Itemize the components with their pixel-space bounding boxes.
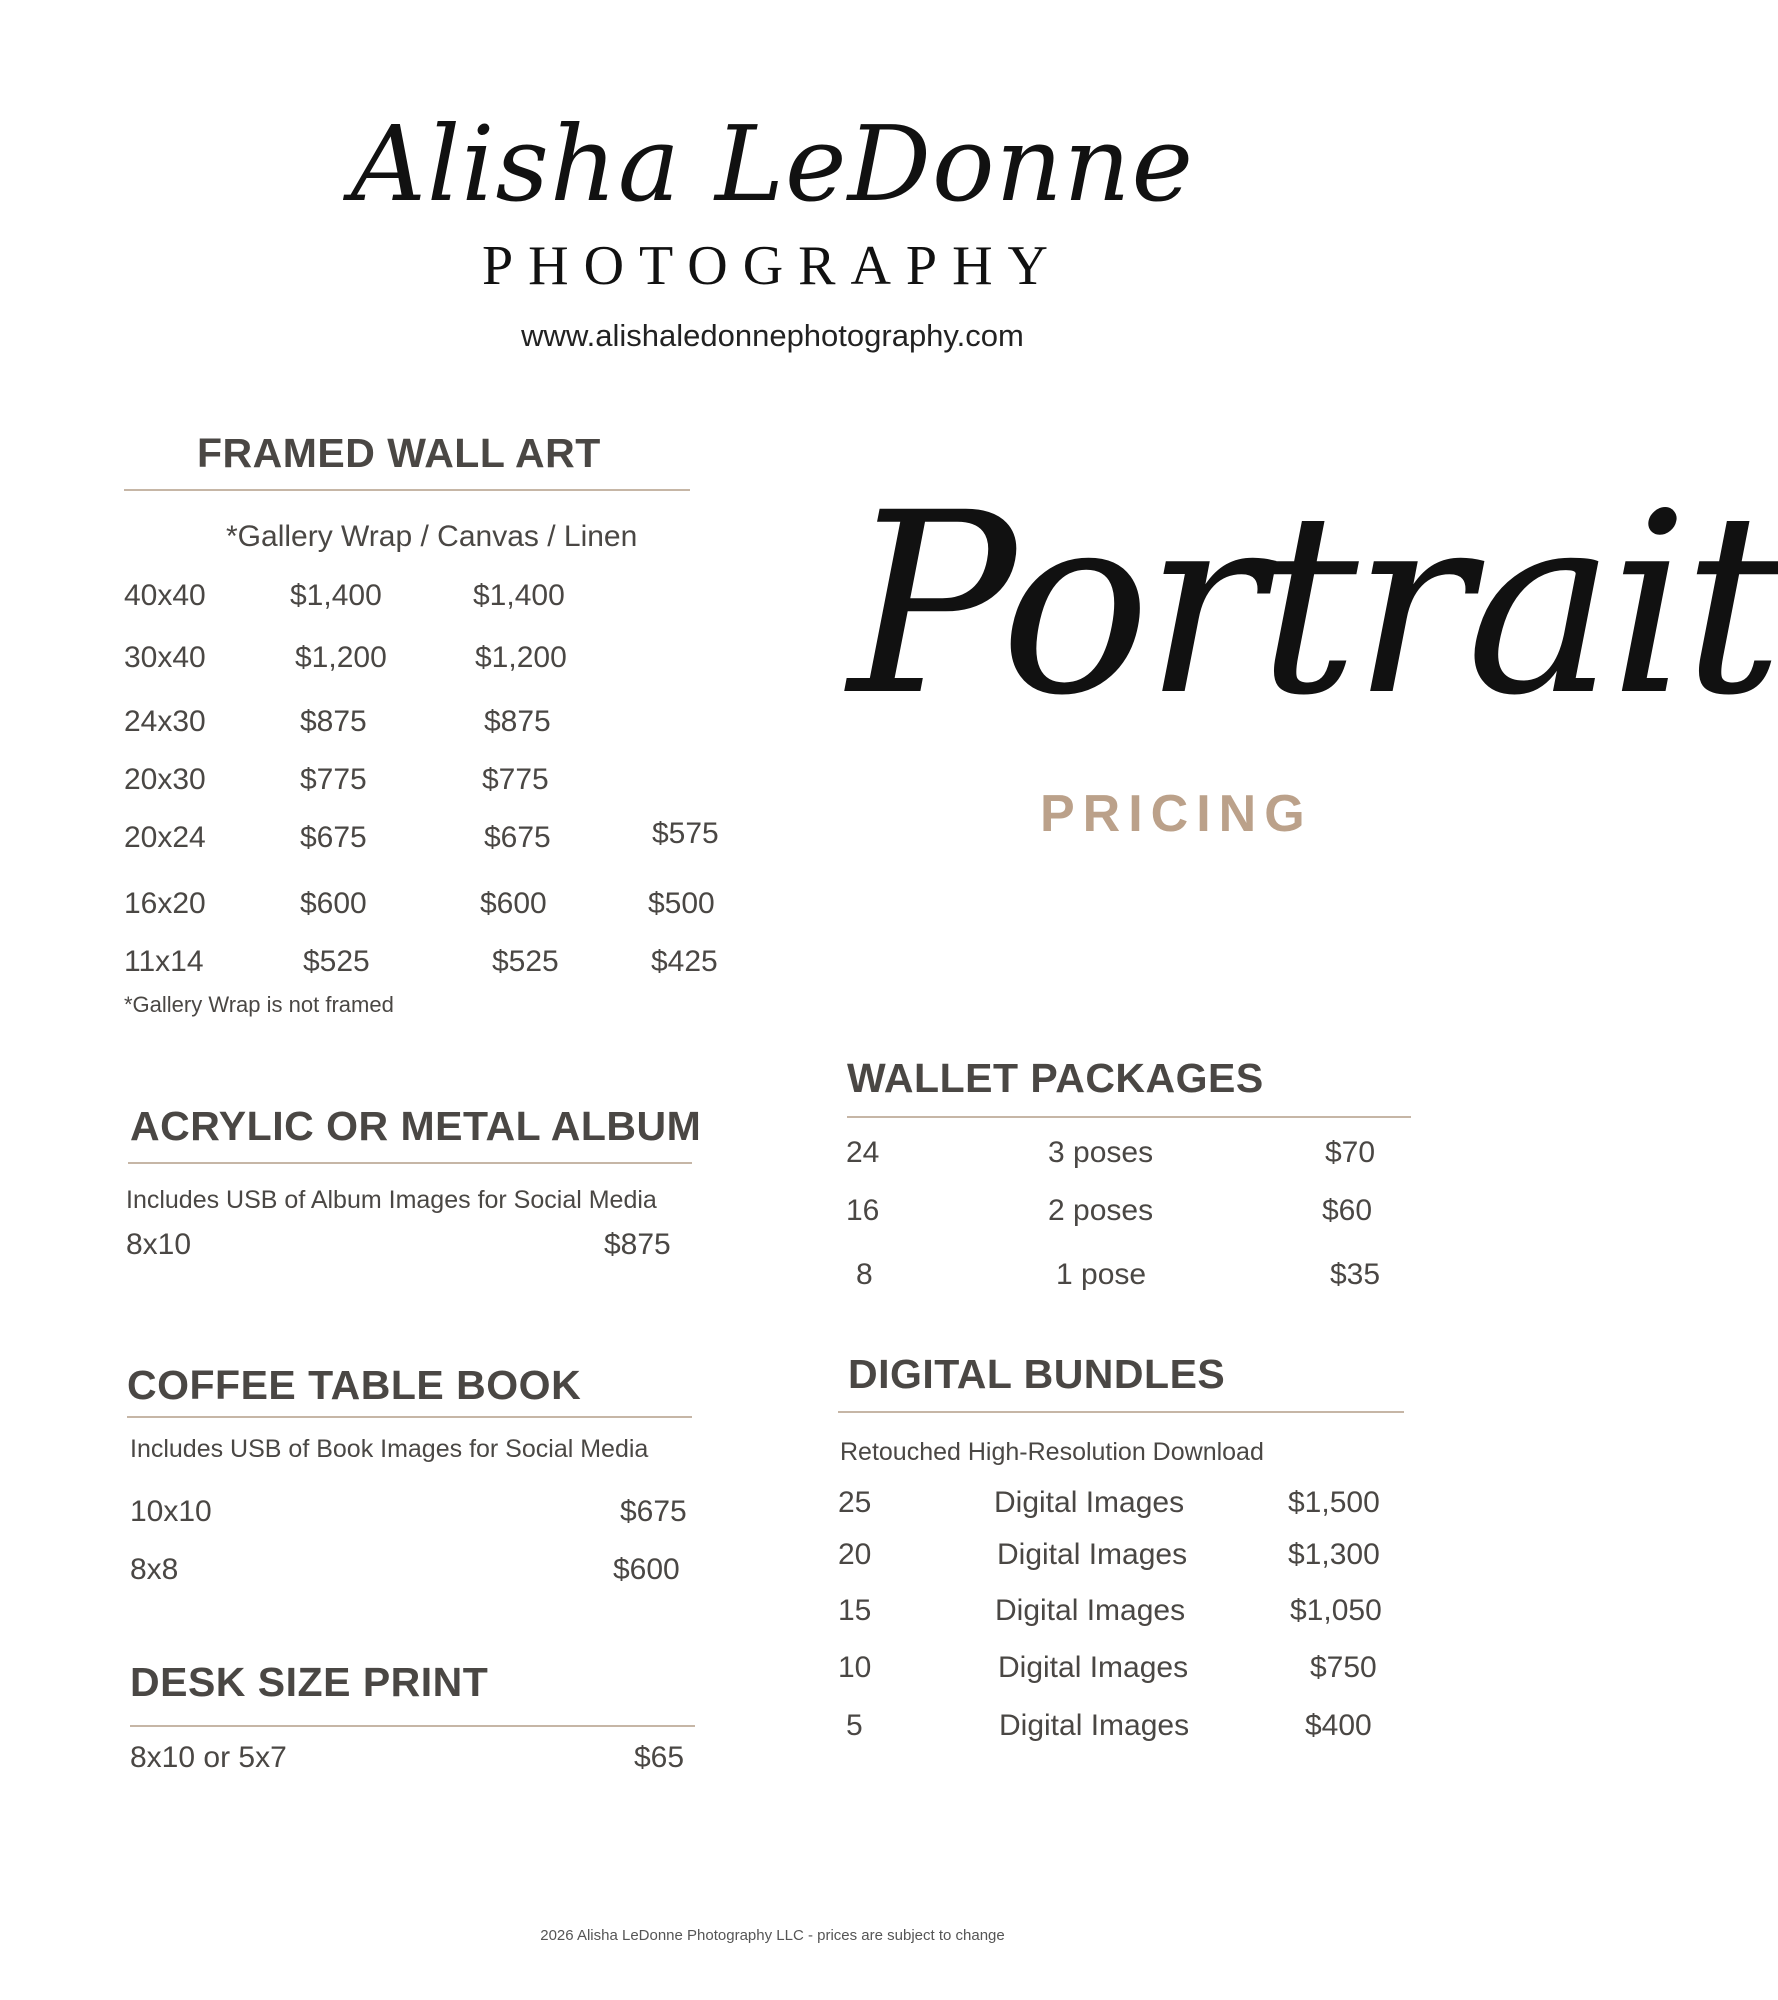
- coffee-table-book-price: $675: [620, 1495, 687, 1528]
- desk-print-divider: [130, 1725, 695, 1727]
- wallet-price: $70: [1325, 1136, 1376, 1169]
- framed-size: 16x20: [124, 887, 206, 920]
- acrylic-album-description: Includes USB of Album Images for Social Media: [126, 1186, 657, 1214]
- digital-label: Digital Images: [998, 1651, 1189, 1684]
- digital-bundles-description: Retouched High-Resolution Download: [840, 1438, 1264, 1466]
- wallet-packages-divider: [847, 1116, 1411, 1118]
- wallet-price: $35: [1330, 1258, 1381, 1291]
- framed-size: 20x30: [124, 763, 206, 796]
- wallet-count: 8: [856, 1258, 873, 1291]
- coffee-table-book-size: 10x10: [130, 1495, 212, 1528]
- digital-bundles-title: DIGITAL BUNDLES: [848, 1351, 1226, 1397]
- framed-canvas-price: $775: [482, 763, 549, 796]
- wallet-price: $60: [1322, 1194, 1373, 1227]
- digital-label: Digital Images: [994, 1486, 1185, 1519]
- desk-print-size: 8x10 or 5x7: [130, 1741, 287, 1774]
- framed-canvas-price: $675: [484, 821, 551, 854]
- framed-canvas-price: $525: [492, 945, 559, 978]
- coffee-table-book-title: COFFEE TABLE BOOK: [127, 1362, 582, 1408]
- framed-wall-art-note: *Gallery Wrap is not framed: [124, 992, 394, 1017]
- digital-count: 10: [838, 1651, 872, 1684]
- framed-linen-price: $500: [648, 887, 715, 920]
- coffee-table-book-divider: [127, 1416, 692, 1418]
- desk-print-title: DESK SIZE PRINT: [130, 1659, 489, 1705]
- digital-label: Digital Images: [997, 1538, 1188, 1571]
- framed-size: 30x40: [124, 641, 206, 674]
- wallet-count: 16: [846, 1194, 880, 1227]
- framed-canvas-price: $1,400: [473, 579, 565, 612]
- coffee-table-book-size: 8x8: [130, 1553, 179, 1586]
- digital-bundles-divider: [838, 1411, 1404, 1413]
- framed-size: 20x24: [124, 821, 206, 854]
- framed-size: 24x30: [124, 705, 206, 738]
- framed-gallery-price: $875: [300, 705, 367, 738]
- framed-linen-price: $425: [651, 945, 718, 978]
- framed-gallery-price: $775: [300, 763, 367, 796]
- coffee-table-book-description: Includes USB of Book Images for Social Media: [130, 1435, 649, 1463]
- wallet-count: 24: [846, 1136, 880, 1169]
- framed-gallery-price: $600: [300, 887, 367, 920]
- coffee-table-book-price: $600: [613, 1553, 680, 1586]
- acrylic-album-size: 8x10: [126, 1228, 192, 1261]
- acrylic-album-title: ACRYLIC OR METAL ALBUM: [130, 1103, 702, 1149]
- framed-linen-price: $575: [652, 817, 719, 850]
- wallet-poses: 2 poses: [1048, 1194, 1154, 1227]
- framed-canvas-price: $600: [480, 887, 547, 920]
- logo-script: Alisha LeDonne: [350, 103, 1195, 225]
- digital-price: $750: [1310, 1651, 1377, 1684]
- framed-canvas-price: $1,200: [475, 641, 567, 674]
- portrait-script-title: Portrait: [848, 459, 1778, 750]
- digital-count: 25: [838, 1486, 872, 1519]
- framed-gallery-price: $1,200: [295, 641, 387, 674]
- wallet-packages-title: WALLET PACKAGES: [847, 1055, 1264, 1101]
- digital-count: 15: [838, 1594, 872, 1627]
- footer-note: 2026 Alisha LeDonne Photography LLC - prices are subject to change: [540, 1927, 1005, 1944]
- digital-count: 20: [838, 1538, 872, 1571]
- wallet-poses: 1 pose: [1056, 1258, 1147, 1291]
- website-link[interactable]: www.alishaledonnephotography.com: [521, 318, 1024, 353]
- digital-price: $1,050: [1290, 1594, 1382, 1627]
- digital-label: Digital Images: [995, 1594, 1186, 1627]
- framed-wall-art-columns: *Gallery Wrap / Canvas / Linen: [226, 520, 638, 553]
- framed-gallery-price: $675: [300, 821, 367, 854]
- digital-label: Digital Images: [999, 1709, 1190, 1742]
- framed-gallery-price: $1,400: [290, 579, 382, 612]
- framed-wall-art-title: FRAMED WALL ART: [197, 430, 601, 476]
- acrylic-album-divider: [128, 1162, 692, 1164]
- framed-wall-art-divider: [124, 489, 690, 491]
- digital-price: $400: [1305, 1709, 1372, 1742]
- digital-count: 5: [846, 1709, 863, 1742]
- pricing-subtitle: PRICING: [1040, 785, 1313, 843]
- framed-canvas-price: $875: [484, 705, 551, 738]
- framed-size: 11x14: [124, 945, 204, 978]
- digital-price: $1,500: [1288, 1486, 1380, 1519]
- digital-price: $1,300: [1288, 1538, 1380, 1571]
- framed-gallery-price: $525: [303, 945, 370, 978]
- acrylic-album-price: $875: [604, 1228, 671, 1261]
- framed-size: 40x40: [124, 579, 206, 612]
- wallet-poses: 3 poses: [1048, 1136, 1154, 1169]
- desk-print-price: $65: [634, 1741, 685, 1774]
- logo-subtitle: PHOTOGRAPHY: [482, 235, 1063, 297]
